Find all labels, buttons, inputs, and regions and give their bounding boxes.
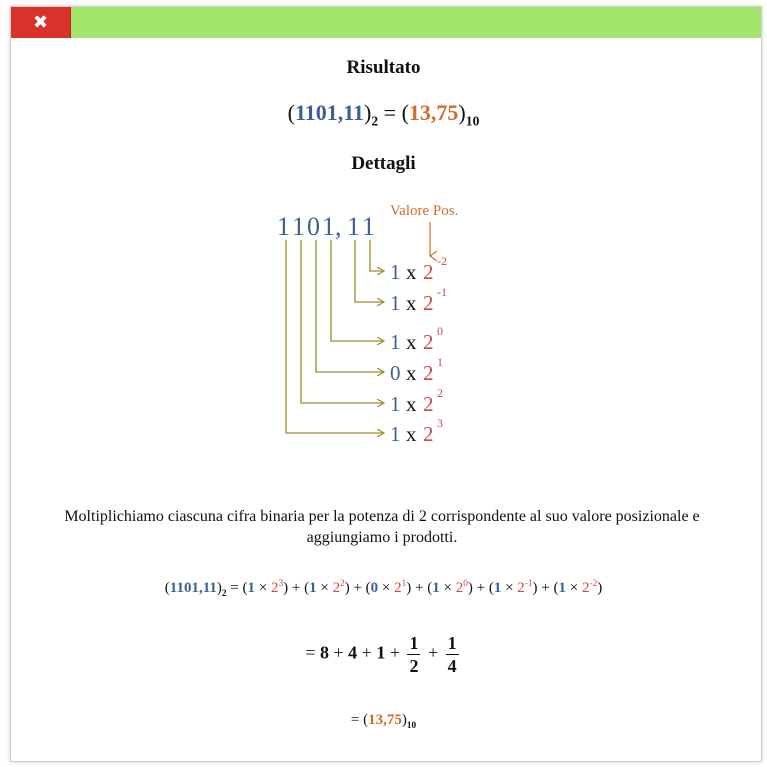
digit-5: 1 <box>347 212 360 241</box>
result-binary: 1101,11 <box>294 100 365 125</box>
final-decimal-base: 10 <box>406 721 417 731</box>
expansion-equation: $(1101,11)_2 = (1 \times 2^3) + (1 \times 2^2) + (0 \times 2^1) + (1 \times 2^0) + (1 \times 2^{-1}) + (1 \times 2^{-2})$ <box>164 579 603 599</box>
row-exp-2 <box>390 386 443 416</box>
svg-text:2: 2 <box>437 386 443 400</box>
fraction-quarter: $\frac{1}{4}$ <box>447 633 457 676</box>
digit-0: 1 <box>277 212 290 241</box>
svg-text:1: 1 <box>390 422 401 446</box>
connector-exp-0 <box>331 240 384 341</box>
svg-text:x: x <box>406 330 417 354</box>
row-exp-minus1 <box>390 285 447 315</box>
svg-text:-2: -2 <box>437 254 447 268</box>
svg-text:2: 2 <box>423 361 434 385</box>
svg-text:1: 1 <box>390 392 401 416</box>
result-title: Risultato <box>346 57 421 78</box>
svg-text:0: 0 <box>390 361 401 385</box>
svg-text:x: x <box>406 291 417 315</box>
row-exp-0 <box>390 324 443 354</box>
svg-text:x: x <box>406 392 417 416</box>
digit-3: 1 <box>322 212 335 241</box>
svg-text:1: 1 <box>390 260 401 284</box>
final-equation: = $(13,75)_{10}$ <box>350 712 417 731</box>
svg-text:x: x <box>406 260 417 284</box>
svg-text:2: 2 <box>423 291 434 315</box>
connector-exp-minus2 <box>370 240 384 271</box>
details-title: Dettagli <box>351 153 416 174</box>
sum-equation: = 8 + 4 + 1 + $\frac{1}{2}$ + $\frac{1}{4}$ <box>305 633 457 676</box>
digit-comma: , <box>335 212 342 241</box>
svg-text:2: 2 <box>423 422 434 446</box>
result-binary-base: 2 <box>371 113 379 129</box>
final-decimal: 13,75 <box>368 712 402 728</box>
explanation-text: Moltiplichiamo ciascuna cifra binaria per la potenza di 2 corrispondente al suo valore posizionale e aggiungiamo i prodotti. <box>64 508 700 546</box>
svg-text:1: 1 <box>437 355 443 369</box>
svg-text:2: 2 <box>423 260 434 284</box>
fraction-half: $\frac{1}{2}$ <box>409 633 419 676</box>
result-equals: = <box>383 100 397 125</box>
digit-1: 1 <box>292 212 305 241</box>
svg-text:1: 1 <box>390 291 401 315</box>
row-exp-3 <box>390 416 443 446</box>
expansion-binary: 1101,11 <box>169 580 217 596</box>
result-equation: $(1101,11)_2 = (13,75)_{10}$ <box>287 100 480 129</box>
digit-2: 0 <box>307 212 320 241</box>
svg-text:1: 1 <box>390 330 401 354</box>
svg-text:x: x <box>406 422 417 446</box>
result-decimal: 13,75 <box>408 100 459 125</box>
row-exp-minus2 <box>390 254 447 284</box>
connector-exp-1 <box>316 240 384 372</box>
connector-exp-2 <box>301 240 384 403</box>
svg-text:-1: -1 <box>437 285 447 299</box>
expansion-binary-base: 2 <box>221 589 227 599</box>
digit-6: 1 <box>362 212 375 241</box>
close-icon: ✖ <box>32 12 49 33</box>
result-decimal-base: 10 <box>465 113 480 129</box>
position-value-label: Valore Pos. <box>390 203 459 219</box>
row-exp-1 <box>390 355 443 385</box>
svg-text:0: 0 <box>437 324 443 338</box>
svg-text:2: 2 <box>423 330 434 354</box>
svg-text:x: x <box>406 361 417 385</box>
svg-text:2: 2 <box>423 392 434 416</box>
svg-text:3: 3 <box>437 416 443 430</box>
